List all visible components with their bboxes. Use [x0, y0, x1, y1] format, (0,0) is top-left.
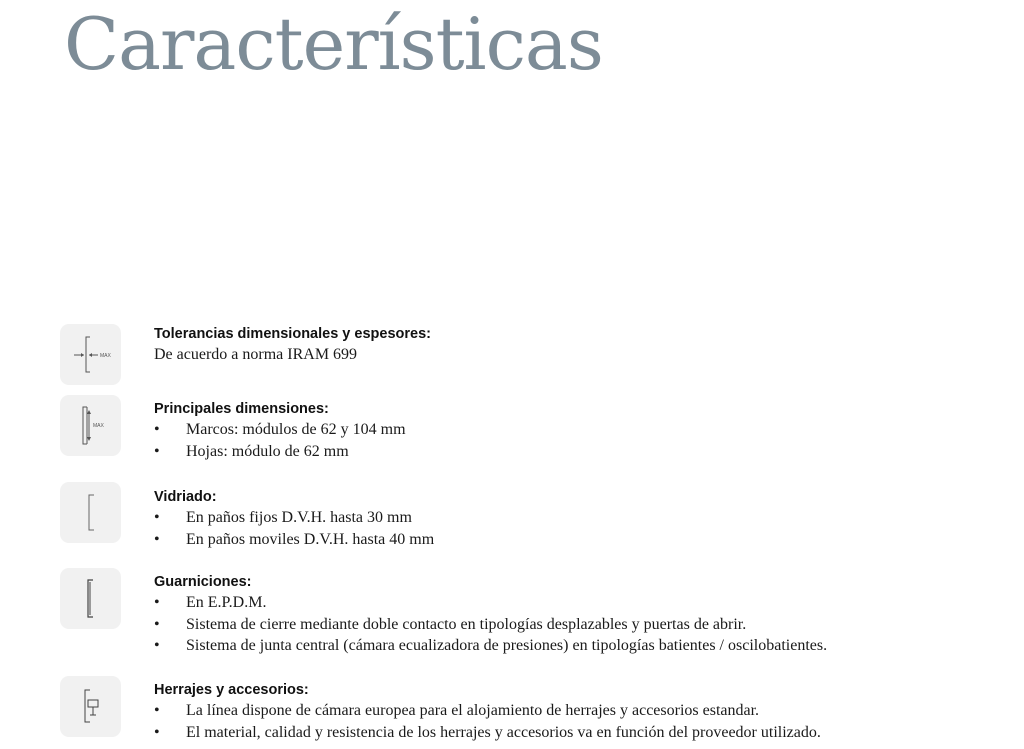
list-item: • La línea dispone de cámara europea para el alojamiento de herrajes y accesorios estandar. [154, 702, 760, 719]
gasket-profile-icon [60, 568, 121, 629]
list-item: • En paños fijos D.V.H. hasta 30 mm [154, 509, 412, 526]
section-heading: Principales dimensiones: [154, 401, 329, 417]
list-item: • En paños moviles D.V.H. hasta 40 mm [154, 530, 435, 548]
height-dimension-icon [60, 395, 121, 456]
hardware-profile-icon [60, 676, 121, 737]
list-item: • Hojas: módulo de 62 mm [154, 442, 349, 460]
glazing-bracket-icon [60, 482, 121, 543]
list-item: • En E.P.D.M. [154, 594, 267, 611]
section-text: De acuerdo a norma IRAM 699 [154, 346, 358, 363]
tolerance-dimension-icon [60, 324, 121, 385]
list-item: • Marcos: módulos de 62 y 104 mm [154, 421, 406, 438]
svg-text:MAX: MAX [100, 353, 111, 359]
section-heading: Herrajes y accesorios: [154, 682, 309, 698]
section-heading: Vidriado: [154, 489, 217, 505]
svg-text:MAX: MAX [93, 423, 104, 429]
section-heading: Tolerancias dimensionales y espesores: [154, 326, 431, 342]
list-item: • El material, calidad y resistencia de los herrajes y accesorios va en función del proveedor utilizado. [154, 723, 821, 741]
section-heading: Guarniciones: [154, 574, 252, 590]
page-title: Características [64, 2, 603, 86]
list-item: • Sistema de junta central (cámara ecualizadora de presiones) en tipologías batientes / oscilobatientes. [154, 637, 828, 654]
list-item: • Sistema de cierre mediante doble contacto en tipologías desplazables y puertas de abrir. [154, 615, 747, 633]
